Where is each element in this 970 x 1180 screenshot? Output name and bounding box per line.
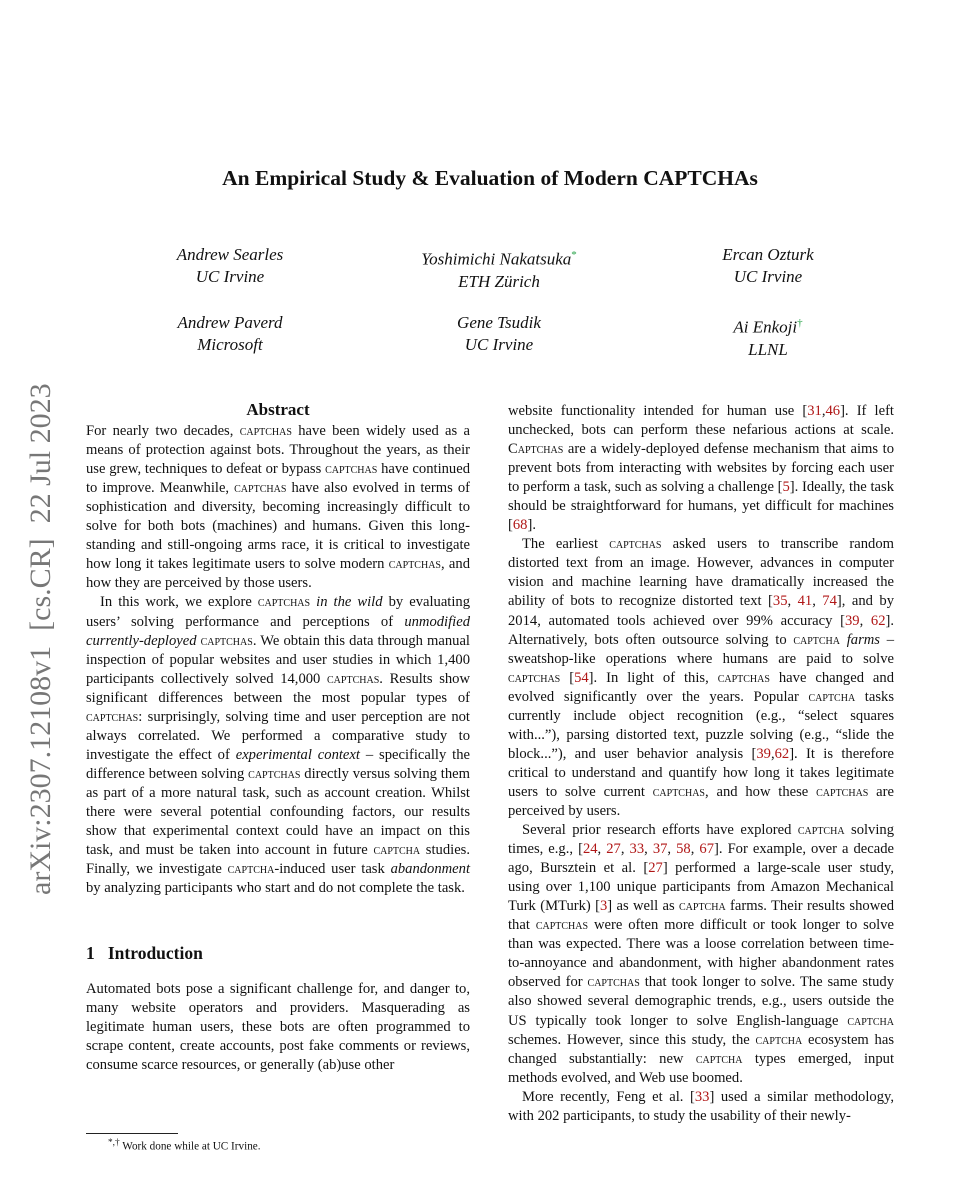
footnote [108,1138,261,1153]
author-name: Andrew Paverd [177,313,283,332]
footnote-text: Work done while at UC Irvine. [122,1140,261,1153]
paper-title: An Empirical Study & Evaluation of Modern CAPTCHAs [222,166,758,190]
intro-paragraph: The earliest captchas asked users to transcribe random distorted text from an image. However, advances in computer vision and machine learning have dramatically increased the ability of bots to recognize distorted text [35, 41, 74], and by 2014, automated tools achieved over 99% accuracy [39, 62]. Alternatively, bots often outsource solving to captcha farms – sweatshop-like operations where humans are paid to solve captchas [54]. In light of this, captchas have changed and evolved significantly over the years. Popular captcha tasks currently include object recognition (e.g., “select squares with...”), parsing distorted text, puzzle solving (e.g., “slide the block...”), and user behavior analysis [39,62]. It is therefore critical to understand and quantify how long it takes legitimate users to solve current captchas, and how these captchas are perceived by users. [508,536,895,819]
author-name: Andrew Searles [176,245,284,264]
intro-paragraph: More recently, Feng et al. [33] used a similar methodology, with 202 participants, to study the usability of their newly- [508,1088,894,1124]
author-block [369,312,629,356]
intro-paragraph: Several prior research efforts have explored captcha solving times, e.g., [24, 27, 33, 37, 58, 67]. For example, over a decade ago, Bursztein et al. [27] performed a large-scale user study, using over 1,100 unique participants from Amazon Mechanical Turk (MTurk) [3] as well as captcha farms. Their results showed that captchas were often more difficult or took longer to solve than was expected. There was a loose correlation between time-to-annoyance and abandonment, with higher abandonment rates observed for captchas that took longer to solve. The same study also showed several demographic trends, e.g., users outside the US typically took longer to solve English-language captcha schemes. However, since this study, the captcha ecosystem has changed substantially: new captcha types emerged, input methods evolved, and Web use boomed. [508,822,895,1086]
intro-paragraph: website functionality intended for human use [31,46]. If left unchecked, bots can perform these nefarious actions at scale. Captchas are a widely-deployed defense mechanism that aims to prevent bots from interacting with websites by forcing each user to perform a task, such as solving a challenge [5]. Ideally, the task should be straightforward for humans, yet difficult for machines [68]. [508,403,894,534]
abstract-paragraph: In this work, we explore captchas in the wild by evaluating users’ solving performance and perceptions of unmodified currently-deployed captchas. We obtain this data through manual inspection of popular websites and user studies in which 1,400 participants collectively solved 14,000 captchas. Results show significant differences between the most popular types of captchas: surprisingly, solving time and user perception are not always correlated. We performed a comparative study to investigate the effect of experimental context – specifically the difference between solving captchas directly versus solving them as part of a more natural task, such as account creation. Whilst there were several potential confounding factors, our results show that experimental context could have an impact on this task, and must be taken into account in future captcha studies. Finally, we investigate captcha-induced user task abandonment by analyzing participants who start and do not complete the task. [86,594,471,897]
author-block [369,244,629,293]
author-affiliation: UC Irvine [733,267,803,286]
author-affiliation: Microsoft [197,335,263,354]
section-number: 1 [86,943,95,964]
section-title: Introduction [107,943,203,964]
author-affiliation: UC Irvine [195,267,265,286]
section-heading [86,944,470,963]
author-block [100,244,360,288]
author-name: Ai Enkoji [733,317,798,337]
footnote-mark: *,† [108,1138,120,1148]
author-mark: † [797,317,803,329]
author-block [638,312,898,361]
footnote-rule [86,1133,178,1134]
abstract-heading: Abstract [246,400,310,419]
intro-paragraph: Automated bots pose a significant challenge for, and danger to, many website operators and providers. Masquerading as legitimate human users, these bots are often programmed to scrape content, create accounts, post fake comments or reviews, consume scarce resources, or generally (ab)use other [86,981,470,1074]
right-column [508,402,894,1126]
author-affiliation: UC Irvine [464,335,534,354]
author-affiliation: ETH Zürich [458,271,540,291]
abstract-paragraph: For nearly two decades, captchas have been widely used as a means of protection against bots. Throughout the years, as their use grew, techniques to defeat or bypass captchas have continued to improve. Meanwhile, captchas have also evolved in terms of sophistication and diversity, becoming increasingly difficult to solve for both bots (machines) and humans. Given this long-standing and still-ongoing arms race, it is critical to investigate how long it takes legitimate users to solve modern captchas, and how they are perceived by those users. [86,423,471,592]
left-column [86,400,470,1076]
author-name: Ercan Ozturk [722,245,814,264]
author-mark: * [571,249,577,261]
author-affiliation: LLNL [748,339,788,359]
author-block [638,244,898,288]
author-block [100,312,360,356]
arxiv-stamp-text: arXiv:2307.12108v1 [cs.CR] 22 Jul 2023 [24,383,57,895]
author-name: Yoshimichi Nakatsuka [421,249,572,269]
author-name: Gene Tsudik [457,313,541,332]
